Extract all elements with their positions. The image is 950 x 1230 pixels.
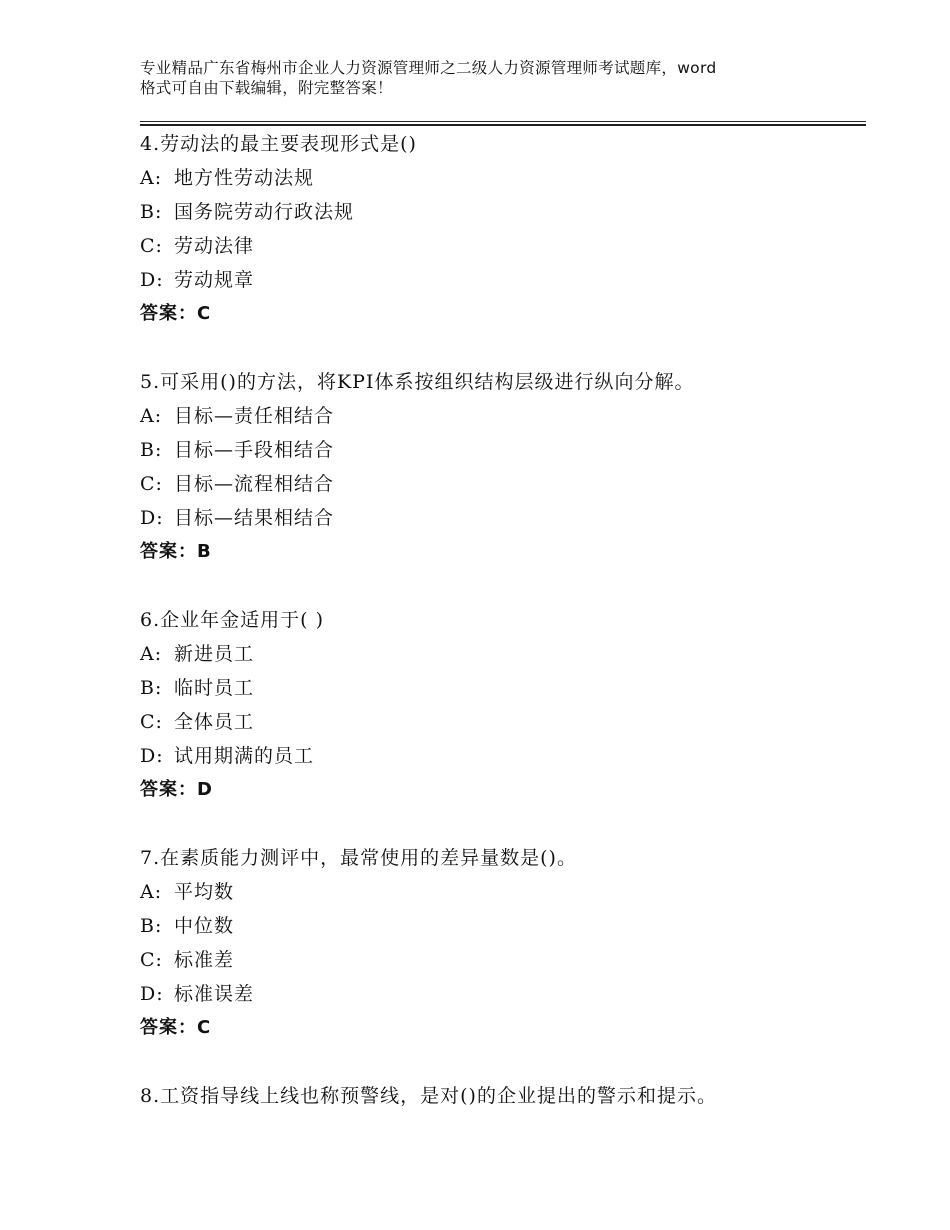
option-b bbox=[140, 909, 860, 943]
option-text: 标准误差 bbox=[174, 983, 255, 1005]
option-text: 目标—流程相结合 bbox=[174, 473, 335, 495]
question-stem: 5.可采用()的方法，将KPI体系按组织结构层级进行纵向分解。 bbox=[140, 371, 695, 393]
option-b bbox=[140, 671, 860, 705]
option-letter: A: bbox=[140, 405, 163, 427]
question-8 bbox=[140, 1079, 860, 1113]
answer-value: D bbox=[197, 779, 213, 800]
option-letter: B: bbox=[140, 915, 163, 937]
document-header bbox=[140, 58, 840, 98]
answer-label: 答案： bbox=[140, 1017, 197, 1038]
header-divider-thick bbox=[140, 124, 866, 126]
header-divider-thin bbox=[140, 121, 866, 122]
answer-value: C bbox=[197, 303, 212, 324]
option-c bbox=[140, 229, 860, 263]
answer-label: 答案： bbox=[140, 303, 197, 324]
option-text: 试用期满的员工 bbox=[174, 745, 315, 767]
option-text: 目标—责任相结合 bbox=[174, 405, 335, 427]
option-d bbox=[140, 977, 860, 1011]
option-letter: D: bbox=[140, 269, 164, 291]
answer-label: 答案： bbox=[140, 541, 197, 562]
option-a bbox=[140, 875, 860, 909]
option-letter: A: bbox=[140, 167, 163, 189]
option-d bbox=[140, 263, 860, 297]
option-b bbox=[140, 195, 860, 229]
option-text: 平均数 bbox=[174, 881, 235, 903]
option-a bbox=[140, 637, 860, 671]
option-text: 国务院劳动行政法规 bbox=[174, 201, 355, 223]
question-stem: 4.劳动法的最主要表现形式是() bbox=[140, 133, 417, 155]
option-d bbox=[140, 501, 860, 535]
question-7 bbox=[140, 841, 860, 1045]
answer-label: 答案： bbox=[140, 779, 197, 800]
header-line-2: 格式可自由下载编辑，附完整答案！ bbox=[140, 79, 393, 97]
answer-line bbox=[140, 773, 860, 807]
option-text: 临时员工 bbox=[174, 677, 255, 699]
option-letter: A: bbox=[140, 643, 163, 665]
option-a bbox=[140, 161, 860, 195]
option-text: 全体员工 bbox=[174, 711, 255, 733]
option-text: 劳动规章 bbox=[174, 269, 255, 291]
question-4 bbox=[140, 127, 860, 331]
option-letter: B: bbox=[140, 439, 163, 461]
question-stem: 7.在素质能力测评中，最常使用的差异量数是()。 bbox=[140, 847, 577, 869]
option-text: 地方性劳动法规 bbox=[174, 167, 315, 189]
answer-value: C bbox=[197, 1017, 212, 1038]
option-text: 目标—手段相结合 bbox=[174, 439, 335, 461]
option-letter: A: bbox=[140, 881, 163, 903]
option-letter: C: bbox=[140, 711, 163, 733]
question-6 bbox=[140, 603, 860, 807]
option-a bbox=[140, 399, 860, 433]
question-list bbox=[140, 127, 860, 1147]
option-letter: C: bbox=[140, 235, 163, 257]
option-letter: D: bbox=[140, 507, 164, 529]
answer-line bbox=[140, 535, 860, 569]
option-text: 新进员工 bbox=[174, 643, 255, 665]
option-b bbox=[140, 433, 860, 467]
option-letter: B: bbox=[140, 677, 163, 699]
option-c bbox=[140, 467, 860, 501]
option-letter: C: bbox=[140, 949, 163, 971]
question-stem: 8.工资指导线上线也称预警线，是对()的企业提出的警示和提示。 bbox=[140, 1085, 717, 1107]
option-text: 劳动法律 bbox=[174, 235, 255, 257]
option-letter: D: bbox=[140, 983, 164, 1005]
option-text: 标准差 bbox=[174, 949, 235, 971]
question-5 bbox=[140, 365, 860, 569]
option-c bbox=[140, 705, 860, 739]
option-text: 目标—结果相结合 bbox=[174, 507, 335, 529]
answer-line bbox=[140, 1011, 860, 1045]
answer-line bbox=[140, 297, 860, 331]
option-d bbox=[140, 739, 860, 773]
option-text: 中位数 bbox=[174, 915, 235, 937]
header-line-1: 专业精品广东省梅州市企业人力资源管理师之二级人力资源管理师考试题库，word bbox=[140, 59, 717, 77]
answer-value: B bbox=[197, 541, 212, 562]
option-letter: B: bbox=[140, 201, 163, 223]
option-c bbox=[140, 943, 860, 977]
option-letter: C: bbox=[140, 473, 163, 495]
question-stem: 6.企业年金适用于( ) bbox=[140, 609, 324, 631]
option-letter: D: bbox=[140, 745, 164, 767]
